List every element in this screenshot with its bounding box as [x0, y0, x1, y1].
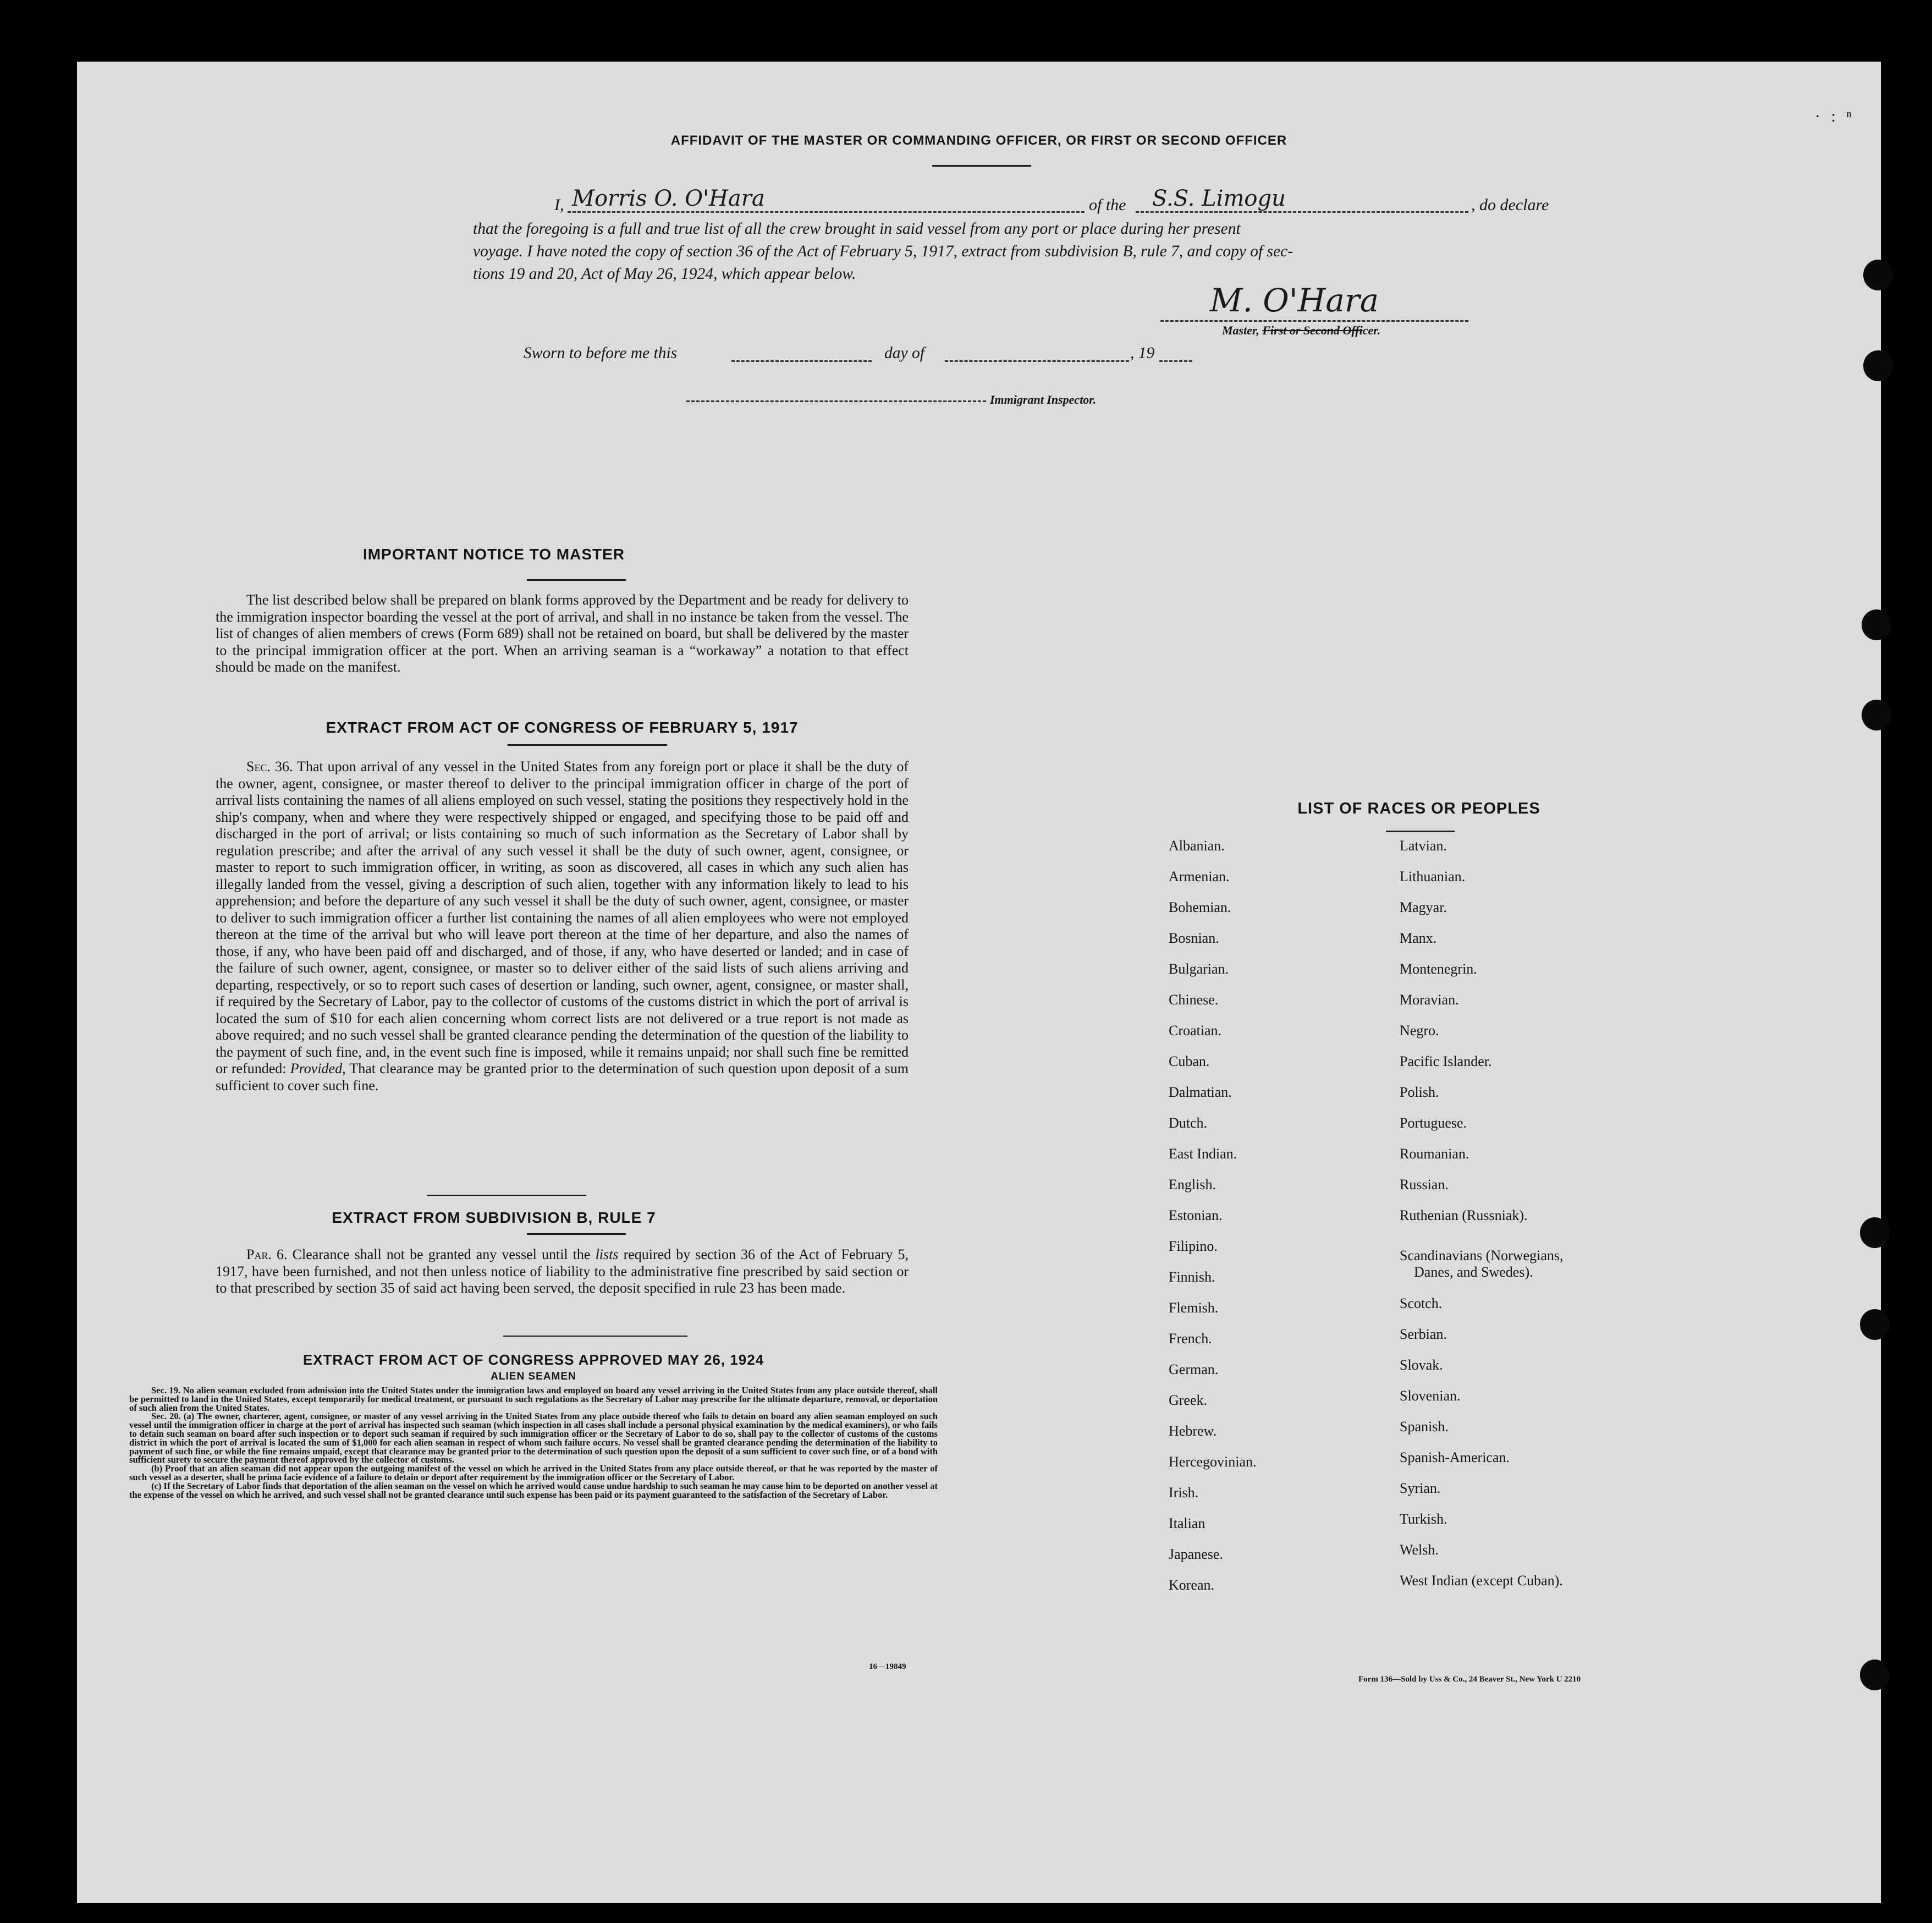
race-item: Dalmatian. — [1169, 1084, 1232, 1100]
race-item: French. — [1169, 1331, 1212, 1347]
punch-hole — [1862, 609, 1891, 640]
alien-seamen-subtitle: ALIEN SEAMEN — [491, 1371, 576, 1382]
race-item: Hercegovinian. — [1169, 1454, 1257, 1470]
race-item: Bosnian. — [1169, 930, 1219, 946]
extract-rule7-title: EXTRACT FROM SUBDIVISION B, RULE 7 — [332, 1209, 656, 1226]
affidavit-body-line-2: voyage. I have noted the copy of section 36 of the Act of February 5, 1917, extract from subdivision B, rule 7, and copy of sec- — [473, 243, 1293, 260]
divider — [427, 1195, 586, 1196]
name-field-line — [568, 211, 1085, 213]
affidavit-i-label: I, — [554, 196, 564, 214]
race-item: Negro. — [1400, 1023, 1439, 1039]
affidavit-body-line-3: tions 19 and 20, Act of May 26, 1924, which appear below. — [473, 265, 856, 283]
of-the-label: of the — [1089, 196, 1126, 214]
notice-text: The list described below shall be prepared on blank forms approved by the Department and be ready for delivery to the immigration inspector boarding the vessel at the port of arrival, and shall in no instance be taken from the vessel. The list of changes of alien members of crews (Form 689) shall not be retained on board, but shall be delivered by the master to the principal immigration officer at the port. When an arriving seaman is a “workaway” a notation to that effect should be made on the manifest. — [216, 592, 909, 675]
divider — [503, 1336, 687, 1337]
race-item: Portuguese. — [1400, 1115, 1467, 1131]
sec-20c-text: (c) If the Secretary of Labor finds that deportation of the alien seaman on the vessel on which he arrived would cause undue hardship to such seaman he may cause him to be deported on another vessel at the expense of the vessel on which he arrived, and such vessel shall not be granted clearance until such expense has been paid or its payment guaranteed to the satisfaction of the Secretary of Labor. — [129, 1480, 938, 1500]
signer-title-master: Master, — [1222, 323, 1259, 337]
sec-36-end: That clearance may be granted prior to the determination of such question upon deposit of a sum sufficient to cover such fine. — [216, 1061, 909, 1094]
year-prefix: , 19 — [1130, 344, 1155, 362]
sworn-year-line — [1159, 360, 1192, 362]
name-handwritten: Morris O. O'Hara — [572, 186, 765, 211]
race-item: Estonian. — [1169, 1207, 1223, 1223]
race-item: Chinese. — [1169, 992, 1219, 1008]
race-item: Lithuanian. — [1400, 869, 1466, 884]
sec-36-label: Sec. 36. — [246, 759, 293, 774]
race-item: Montenegrin. — [1400, 961, 1477, 977]
race-scandinavians-line-1: Scandinavians (Norwegians, — [1400, 1248, 1564, 1263]
race-item: Greek. — [1169, 1392, 1208, 1408]
race-item: Turkish. — [1400, 1511, 1447, 1527]
sec-36-body: That upon arrival of any vessel in the United States from any foreign port or place it shall be the duty of the owner, agent, consignee, or master thereof to deliver to the principal immigration officer in charge of the port of arrival lists containing the names of all aliens employed on such vessel, stating the positions they respectively hold in the ship's company, when and where they were respectively shipped or engaged, and specifying those to be paid off and discharged in the port of arrival; or lists containing so much of such information as the Secretary of Labor shall by regulation prescribe; and after the arrival of any such vessel it shall be the duty of such owner, agent, consignee, or master to report to such immigration officer, in writing, as soon as discovered, all cases in which any such alien has illegally landed from the vessel, giving a description of such alien, together with any information likely to lead to his apprehension; and before the departure of any such vessel it shall be the duty of such owner, agent, consignee, or master to deliver to such immigration officer a further list containing the names of all alien employees who were not employed thereon at the time of the arrival but who will leave port thereon at the time of her departure, and also the names of those, if any, who have been paid off and discharged, and of those, if any, who have deserted or landed; and in case of the failure of such owner, agent, consignee, or master so to deliver either of the said lists of such aliens arriving and departing, respectively, or so to report such cases of desertion or landing, such owner, agent, consignee, or master shall, if required by the Secretary of Labor, pay to the collector of customs of the customs district in which the port of arrival is located the sum of $10 for each alien concerning whom correct lists are not delivered or a true report is not made as above required; and no such vessel shall be granted clearance pending the determination of the question of the liability to the payment of such fine, and, in the event such fine is imposed, while it remains unpaid; nor shall such fine be remitted or refunded: — [216, 759, 909, 1076]
par-6-body-b: required by section 36 of the Act of February 5, 1917, have been furnished, and not then unless notice of liability to the administrative fine prescribed by said section or to that prescribed by section 35 of said act having been served, the deposit specified in rule 23 has been made. — [216, 1246, 909, 1296]
race-item: Croatian. — [1169, 1023, 1222, 1039]
do-declare-label: , do declare — [1471, 196, 1549, 214]
race-item: Finnish. — [1169, 1269, 1215, 1285]
par-6-label: Par. 6. — [246, 1246, 288, 1262]
races-right-column-a — [1400, 831, 1686, 1231]
race-item: Albanian. — [1169, 838, 1225, 854]
race-item: Korean. — [1169, 1577, 1215, 1593]
race-item: Latvian. — [1400, 838, 1447, 854]
race-item: Armenian. — [1169, 869, 1230, 884]
inspector-label: Immigrant Inspector. — [990, 393, 1097, 406]
divider — [527, 579, 626, 581]
race-item: Pacific Islander. — [1400, 1053, 1492, 1069]
divider — [527, 1233, 626, 1235]
races-left-column — [1169, 831, 1378, 1601]
extract-1917-text — [216, 759, 909, 1094]
race-item: Cuban. — [1169, 1053, 1210, 1069]
print-code: 16—19849 — [869, 1662, 906, 1671]
affidavit-body-line-1: that the foregoing is a full and true list of all the crew brought in said vessel from any port or place during her present — [473, 220, 1241, 238]
races-right-column-b — [1400, 1288, 1686, 1596]
divider — [932, 165, 1031, 167]
race-item: Spanish. — [1400, 1419, 1449, 1435]
race-item: Moravian. — [1400, 992, 1459, 1008]
race-item: Syrian. — [1400, 1480, 1441, 1496]
signer-title-end: cer. — [1362, 323, 1381, 337]
form-footer: Form 136—Sold by Uss & Co., 24 Beaver St., New York U 2210 — [1358, 1675, 1581, 1684]
race-scandinavians-line-2: Danes, and Swedes). — [1414, 1264, 1533, 1280]
race-item: Ruthenian (Russniak). — [1400, 1207, 1528, 1223]
race-item: Manx. — [1400, 930, 1437, 946]
extract-1924-title: EXTRACT FROM ACT OF CONGRESS APPROVED MAY 26, 1924 — [302, 1351, 764, 1368]
provided-word: Provided, — [290, 1061, 346, 1076]
race-item: Italian — [1169, 1515, 1206, 1531]
sworn-label: Sworn to before me this — [524, 344, 678, 362]
race-scandinavians — [1400, 1248, 1563, 1281]
race-item: Flemish. — [1169, 1300, 1219, 1316]
race-item: Polish. — [1400, 1084, 1439, 1100]
signer-title-struck: First or Second Offi — [1262, 323, 1363, 337]
master-signature: M. O'Hara — [1210, 282, 1379, 319]
punch-hole — [1860, 1217, 1890, 1248]
punch-hole — [1862, 700, 1891, 730]
vessel-handwritten: S.S. Limogu — [1152, 186, 1286, 211]
race-item: East Indian. — [1169, 1146, 1237, 1162]
race-item: Welsh. — [1400, 1542, 1439, 1558]
punch-hole — [1863, 260, 1893, 290]
sec-19-text: Sec. 19. No alien seaman excluded from admission into the United States under the immigration laws and employed on board any vessel arriving in the United States from any place outside thereof, shall be permitted to land in the United States, except temporarily for medical treatment, or pursuant to such regulations as the Secretary of Labor may prescribe for the ultimate departure, removal, or deportation of such alien from the United States. — [129, 1385, 938, 1413]
race-item: Serbian. — [1400, 1326, 1447, 1342]
race-item: Roumanian. — [1400, 1146, 1469, 1162]
race-item: Japanese. — [1169, 1546, 1223, 1562]
race-item: Slovak. — [1400, 1357, 1443, 1373]
signer-title — [1222, 323, 1380, 338]
race-item: West Indian (except Cuban). — [1400, 1573, 1563, 1589]
race-item: Scotch. — [1400, 1295, 1443, 1311]
extract-1917-title: EXTRACT FROM ACT OF CONGRESS OF FEBRUARY 5, 1917 — [326, 719, 799, 736]
document-sheet — [77, 62, 1881, 1903]
race-item: Bulgarian. — [1169, 961, 1229, 977]
sworn-month-line — [945, 360, 1129, 362]
races-title: LIST OF RACES OR PEOPLES — [1297, 800, 1540, 817]
inspector-line — [686, 400, 986, 402]
race-item: Slovenian. — [1400, 1388, 1461, 1404]
par-6-body-a: Clearance shall not be granted any vessel until the — [292, 1246, 591, 1262]
punch-hole — [1860, 1309, 1890, 1340]
race-item: English. — [1169, 1177, 1216, 1193]
affidavit-title: AFFIDAVIT OF THE MASTER OR COMMANDING OFFICER, OR FIRST OR SECOND OFFICER — [670, 133, 1287, 148]
race-item: Filipino. — [1169, 1238, 1218, 1254]
notice-title: IMPORTANT NOTICE TO MASTER — [362, 546, 625, 563]
divider — [508, 744, 667, 746]
signature-line — [1160, 320, 1468, 322]
sworn-day-line — [731, 360, 872, 362]
race-item: Russian. — [1400, 1177, 1449, 1193]
sec-20b-text: (b) Proof that an alien seaman did not appear upon the outgoing manifest of the vessel on which he arrived in the United States from any place outside thereof, or that he was reported by the master of such vessel as a deserter, shall be prima facie evidence of a failure to detain or deport after requirement by the immigration officer or the Secretary of Labor. — [129, 1463, 938, 1482]
race-item: Spanish-American. — [1400, 1449, 1510, 1465]
day-of-label: day of — [884, 344, 924, 362]
lists-word: lists — [595, 1246, 619, 1262]
margin-mark: · : ⁿ — [1815, 107, 1855, 125]
race-item: Hebrew. — [1169, 1423, 1217, 1439]
race-item: Irish. — [1169, 1485, 1199, 1501]
punch-hole — [1860, 1660, 1890, 1690]
extract-1924-text — [129, 1386, 938, 1499]
extract-rule7-text — [216, 1246, 909, 1297]
vessel-field-line — [1136, 211, 1468, 213]
punch-hole — [1863, 350, 1893, 381]
race-item: German. — [1169, 1361, 1219, 1377]
race-item: Dutch. — [1169, 1115, 1208, 1131]
race-item: Magyar. — [1400, 899, 1447, 915]
race-item: Bohemian. — [1169, 899, 1231, 915]
sec-20a-text: Sec. 20. (a) The owner, charterer, agent, consignee, or master of any vessel arriving in the United States from any place outside thereof who fails to detain on board any alien seaman employed on such vessel until the immigration officer in charge at the port of arrival has inspected such seaman (which inspection in all cases shall include a personal physical examination by the medical examiners), or who fails to detain such seaman on board after such inspection or to deport such seaman if required by such immigration officer or the Secretary of Labor to do so, shall pay to the collector of customs of the customs district in which the port of arrival is located the sum of $1,000 for each alien seaman in respect of whom such failure occurs. No vessel shall be granted clearance pending the determination of the liability to payment of such fine, or while the fine remains unpaid, except that clearance may be granted prior to the determination of such question upon the deposit of a sum sufficient to cover such fine, or of a bond with sufficient surety to secure the payment thereof approved by the collector of customs. — [129, 1411, 938, 1465]
